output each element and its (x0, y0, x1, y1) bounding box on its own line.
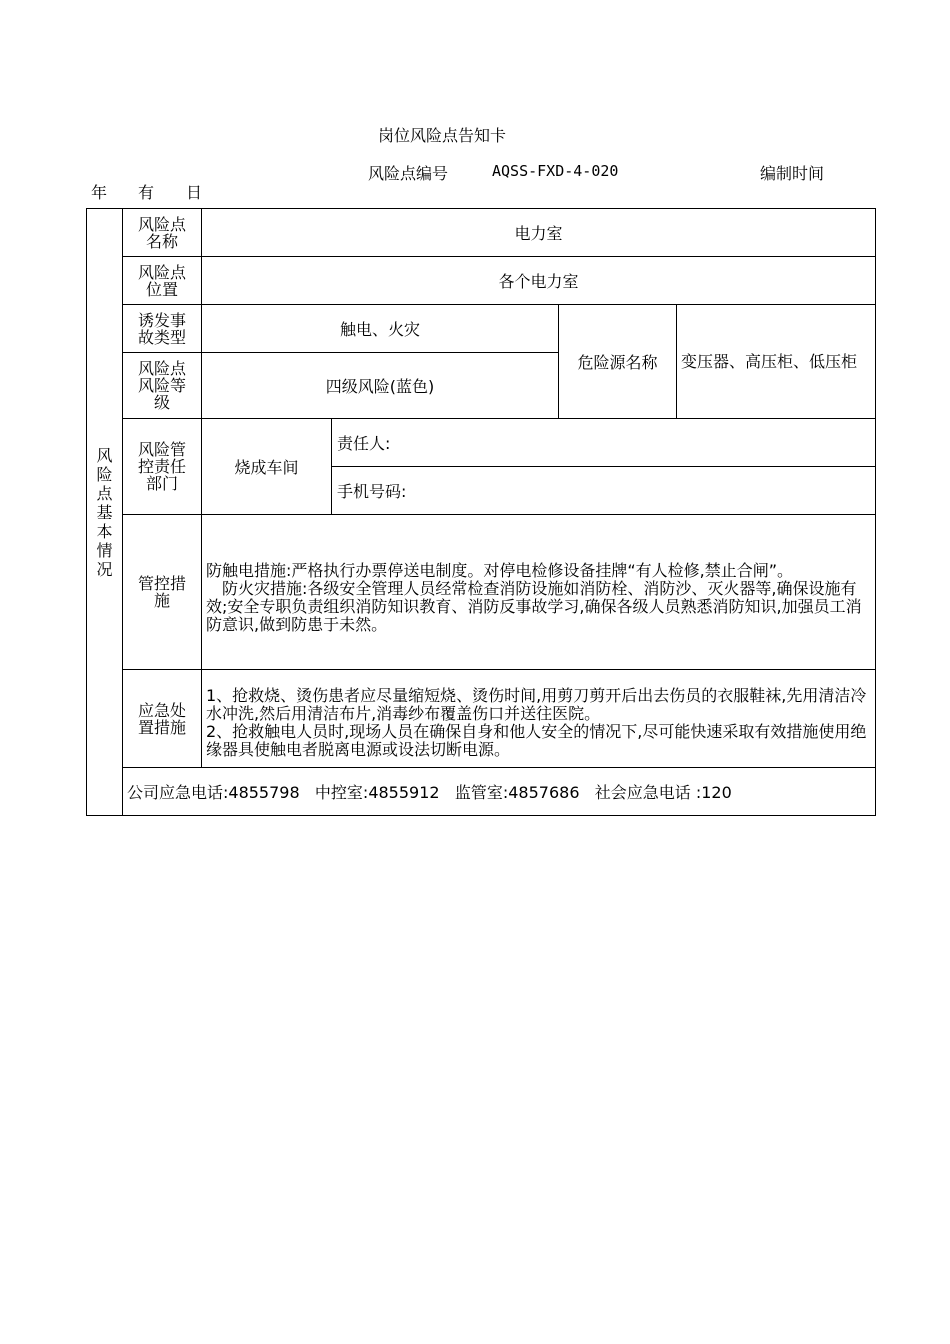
emergency-burn: 1、抢救烧、烫伤患者应尽量缩短烧、烫伤时间,用剪刀剪开后出去伤员的衣服鞋袜,先用清洁冷水冲洗,然后用清洁布片,消毒纱布覆盖伤口并送往医院。 (206, 686, 867, 723)
risk-code-value: AQSS-FXD-4-020 (492, 162, 619, 180)
page-title: 岗位风险点告知卡 (378, 126, 507, 145)
social-emergency-phone: 社会应急电话 :120 (594, 783, 732, 802)
measure-electric: 防触电措施:严格执行办票停送电制度。对停电检修设备挂牌“有人检修,禁止合闸”。 (206, 561, 794, 580)
control-measures-label: 管控措 施 (123, 515, 202, 670)
compile-date-label: 编制时间 (760, 164, 825, 183)
day-label: 日 (186, 183, 203, 202)
emergency-label: 应急处 置措施 (123, 670, 202, 768)
accident-type-label: 诱发事 故类型 (123, 305, 202, 353)
control-room-phone: 中控室:4855912 (314, 783, 440, 802)
control-dept-label: 风险管 控责任 部门 (123, 419, 202, 515)
measure-fire: 防火灾措施:各级安全管理人员经常检查消防设施如消防栓、消防沙、灭火器等,确保设施有效;安全专职负责组织消防知识教育、消防反事故学习,确保各级人员熟悉消防知识,加强员工消防意识,做到防患于未然。 (206, 579, 862, 634)
risk-code-label: 风险点编号 (368, 164, 449, 183)
owner-label: 责任人: (332, 419, 876, 467)
control-measures-text (202, 515, 876, 670)
supervision-phone: 监管室:4857686 (454, 783, 580, 802)
accident-type-value: 触电、火灾 (202, 305, 559, 353)
control-dept-value: 烧成车间 (202, 419, 332, 515)
hazard-name-value: 变压器、高压柜、低压柜 (677, 305, 876, 419)
emergency-text (202, 670, 876, 768)
hazard-name-label: 危险源名称 (559, 305, 677, 419)
basic-info-side-label: 风 险 点 基 本 情 况 (87, 209, 123, 816)
risk-location-label: 风险点 位置 (123, 257, 202, 305)
risk-location-value: 各个电力室 (202, 257, 876, 305)
month-label: 有 (138, 183, 155, 202)
year-label: 年 (91, 183, 108, 202)
company-phone: 公司应急电话:4855798 (127, 783, 300, 802)
risk-name-value: 电力室 (202, 209, 876, 257)
risk-card-table (86, 208, 876, 816)
emergency-electric: 2、抢救触电人员时,现场人员在确保自身和他人安全的情况下,尽可能快速采取有效措施使用绝缘器具使触电者脱离电源或设法切断电源。 (206, 722, 867, 759)
risk-name-label: 风险点 名称 (123, 209, 202, 257)
emergency-contacts-row (123, 768, 876, 816)
phone-label: 手机号码: (332, 467, 876, 515)
risk-level-value: 四级风险(蓝色) (202, 353, 559, 419)
risk-level-label: 风险点 风险等 级 (123, 353, 202, 419)
